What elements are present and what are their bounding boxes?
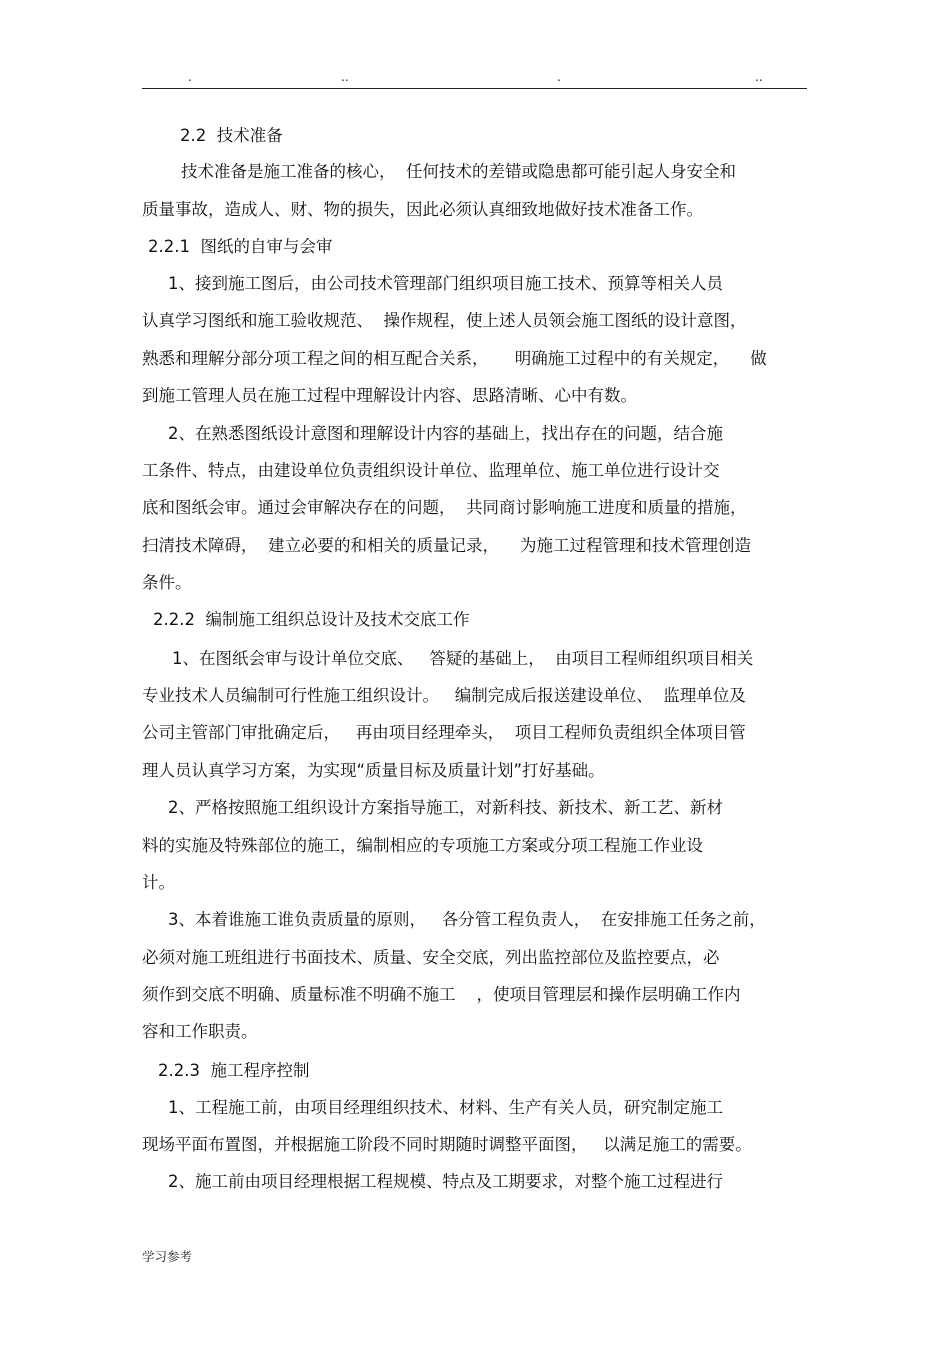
footer-text: 学习参考 [142,1249,193,1264]
section-heading-2-2: 2.2 技术准备 [180,126,283,145]
paragraph-line: 工条件、特点，由建设单位负责组织设计单位、监理单位、施工单位进行设计交 [142,461,720,480]
section-heading-2-2-3: 2.2.3 施工程序控制 [158,1061,310,1080]
paragraph-line: 1、工程施工前，由项目经理组织技术、材料、生产有关人员，研究制定施工 [168,1098,723,1117]
paragraph-line: 计。 [142,873,175,892]
paragraph-line: 认真学习图纸和施工验收规范、 操作规程，使上述人员领会施工图纸的设计意图， [142,311,747,330]
paragraph-line: 1、接到施工图后，由公司技术管理部门组织项目施工技术、预算等相关人员 [168,274,723,293]
paragraph-line: 现场平面布置图，并根据施工阶段不同时期随时调整平面图， 以满足施工的需要。 [142,1135,752,1154]
section-heading-2-2-1: 2.2.1 图纸的自审与会审 [148,237,333,256]
paragraph-line: 质量事故，造成人、财、物的损失，因此必须认真细致地做好技术准备工作。 [142,200,703,219]
paragraph-line: 公司主管部门审批确定后， 再由项目经理牵头， 项目工程师负责组织全体项目管 [142,723,746,742]
header-dot-1: . [188,70,192,84]
header-dot-3: . [557,70,561,84]
paragraph-line: 1、在图纸会审与设计单位交底、 答疑的基础上， 由项目工程师组织项目相关 [172,649,754,668]
paragraph-line: 底和图纸会审。通过会审解决存在的问题， 共同商讨影响施工进度和质量的措施， [142,498,747,517]
paragraph-line: 扫清技术障碍， 建立必要的和相关的质量记录， 为施工过程管理和技术管理创造 [142,536,751,555]
paragraph-line: 熟悉和理解分部分项工程之间的相互配合关系， 明确施工过程中的有关规定， 做 [142,349,767,368]
paragraph-line: 技术准备是施工准备的核心， 任何技术的差错或隐患都可能引起人身安全和 [181,162,736,181]
paragraph-line: 2、严格按照施工组织设计方案指导施工，对新科技、新技术、新工艺、新材 [168,798,723,817]
header-dot-2: .. [341,70,349,84]
header-rule [142,88,807,89]
paragraph-line: 2、施工前由项目经理根据工程规模、特点及工期要求，对整个施工过程进行 [168,1172,723,1191]
section-heading-2-2-2: 2.2.2 编制施工组织总设计及技术交底工作 [153,610,470,629]
paragraph-line: 理人员认真学习方案，为实现“质量目标及质量计划”打好基础。 [142,761,605,780]
paragraph-line: 专业技术人员编制可行性施工组织设计。 编制完成后报送建设单位、 监理单位及 [142,686,746,705]
paragraph-line: 2、在熟悉图纸设计意图和理解设计内容的基础上，找出存在的问题，结合施 [168,424,723,443]
header-dot-4: .. [755,70,763,84]
paragraph-line: 到施工管理人员在施工过程中理解设计内容、思路清晰、心中有数。 [142,386,637,405]
paragraph-line: 容和工作职责。 [142,1022,258,1041]
paragraph-line: 料的实施及特殊部位的施工，编制相应的专项施工方案或分项工程施工作业设 [142,836,703,855]
paragraph-line: 条件。 [142,573,192,592]
paragraph-line: 3、本着谁施工谁负责质量的原则， 各分管工程负责人， 在安排施工任务之前， [168,910,766,929]
paragraph-line: 须作到交底不明确、质量标准不明确不施工 ，使项目管理层和操作层明确工作内 [142,985,741,1004]
paragraph-line: 必须对施工班组进行书面技术、质量、安全交底，列出监控部位及监控要点，必 [142,948,720,967]
